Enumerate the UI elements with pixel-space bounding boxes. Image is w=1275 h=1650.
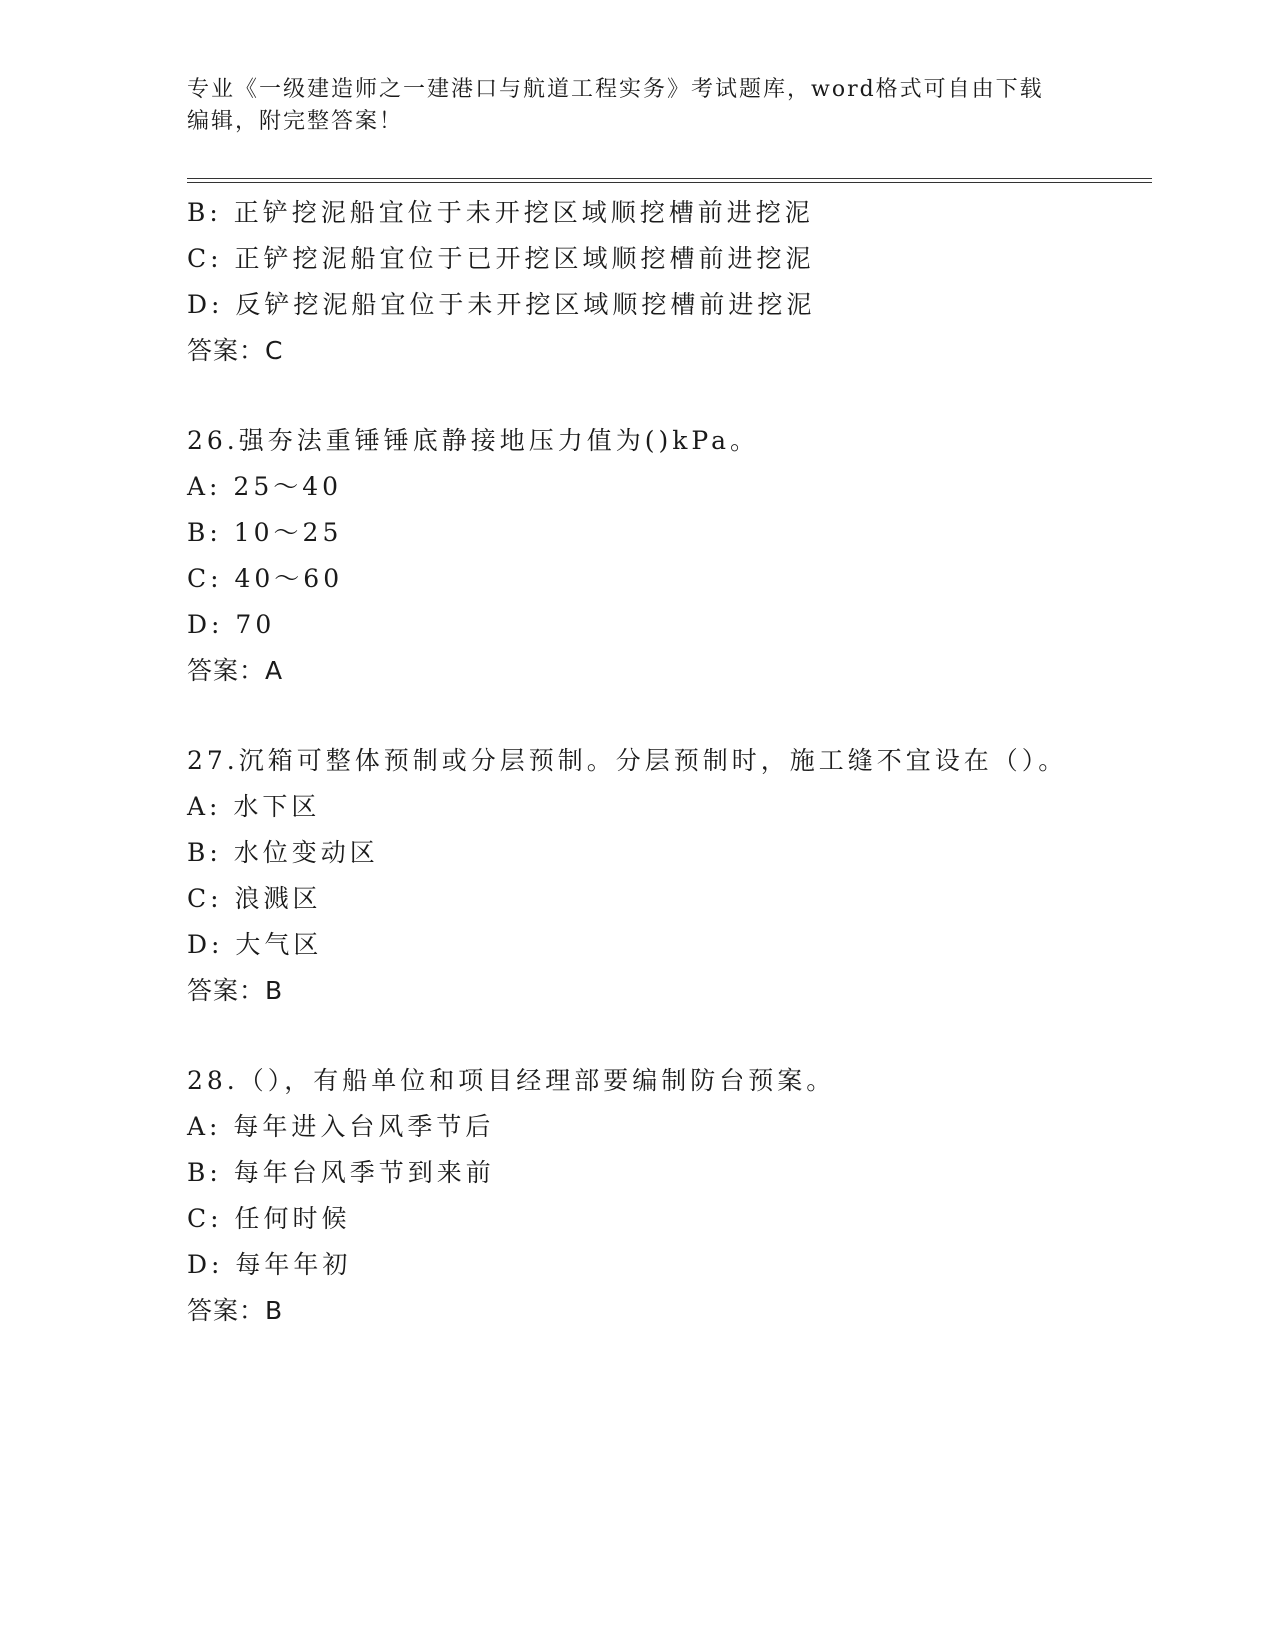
q26-option-d: D: 70: [187, 610, 276, 639]
q25-option-c: C: 正铲挖泥船宜位于已开挖区域顺挖槽前进挖泥: [187, 244, 815, 273]
header-divider-top: [187, 178, 1152, 179]
q28-answer: 答案：B: [187, 1296, 284, 1325]
q25-answer: 答案：C: [187, 336, 284, 365]
q27-question: 27.沉箱可整体预制或分层预制。分层预制时，施工缝不宜设在（）。: [187, 746, 1068, 775]
q28-option-c: C: 任何时候: [187, 1204, 351, 1233]
q26-question: 26.强夯法重锤锤底静接地压力值为()kPa。: [187, 426, 760, 455]
q25-option-b: B: 正铲挖泥船宜位于未开挖区域顺挖槽前进挖泥: [187, 198, 814, 227]
q27-option-d: D: 大气区: [187, 930, 323, 959]
q27-option-b: B: 水位变动区: [187, 838, 379, 867]
q28-option-b: B: 每年台风季节到来前: [187, 1158, 495, 1187]
q25-option-d: D: 反铲挖泥船宜位于未开挖区域顺挖槽前进挖泥: [187, 290, 816, 319]
q27-option-c: C: 浪溅区: [187, 884, 322, 913]
q26-option-a: A: 25～40: [187, 472, 343, 501]
q28-question: 28.（），有船单位和项目经理部要编制防台预案。: [187, 1066, 836, 1095]
spacer: [187, 1014, 1087, 1058]
header-line-1: 专业《一级建造师之一建港口与航道工程实务》考试题库，word格式可自由下载: [187, 77, 1044, 102]
q27-answer: 答案：B: [187, 976, 284, 1005]
question-27-block: [187, 738, 1087, 1014]
question-26-block: [187, 418, 1087, 694]
q27-option-a: A: 水下区: [187, 792, 321, 821]
q28-option-d: D: 每年年初: [187, 1250, 352, 1279]
spacer: [187, 694, 1087, 738]
spacer: [187, 374, 1087, 418]
q28-option-a: A: 每年进入台风季节后: [187, 1112, 495, 1141]
header-divider-bottom: [187, 182, 1152, 183]
question-list: [187, 190, 1087, 1334]
question-25-block: [187, 190, 1087, 374]
q26-option-c: C: 40～60: [187, 564, 344, 593]
document-header: [187, 74, 1067, 138]
question-28-block: [187, 1058, 1087, 1334]
q26-answer: 答案：A: [187, 656, 284, 685]
header-line-2: 编辑，附完整答案！: [187, 109, 404, 134]
q26-option-b: B: 10～25: [187, 518, 343, 547]
